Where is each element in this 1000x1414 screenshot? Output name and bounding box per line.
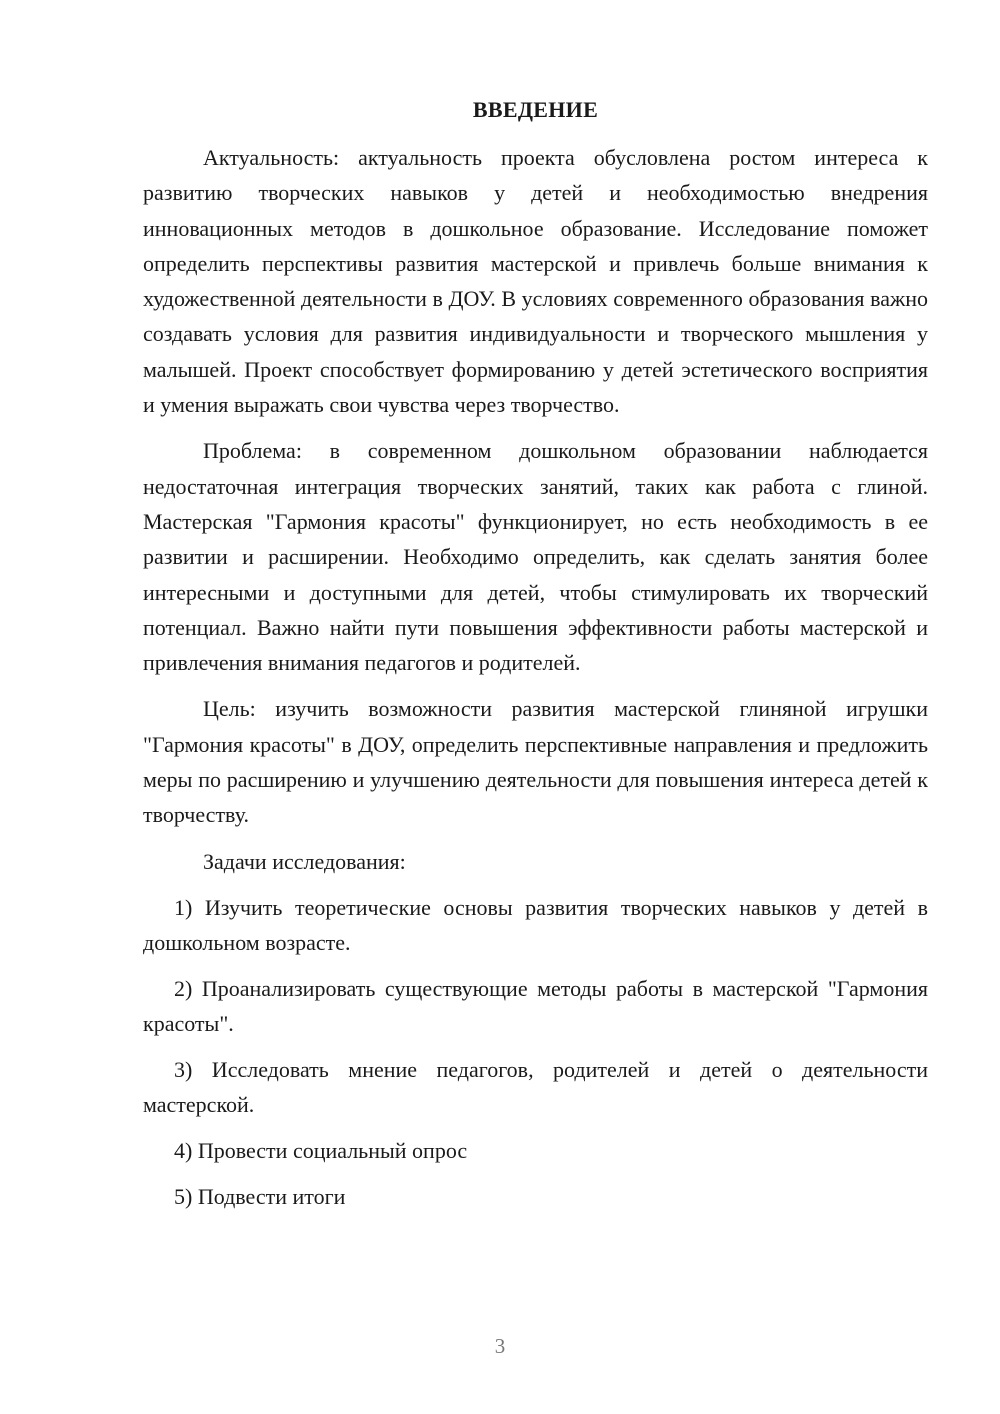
document-body [143,94,928,1225]
page-number: 3 [494,1334,506,1358]
paragraph-problem: Проблема: в современном дошкольном образовании наблюдается недостаточная интеграция творческих занятий, таких как работа с глиной. Мастерская "Гармония красоты" функционирует, но есть необходимость в ее развитии и расширении. Необходимо определить, как сделать занятия более интересными и доступными для детей, чтобы стимулировать их творческий потенциал. Важно найти пути повышения эффективности работы мастерской и привлечения внимания педагогов и родителей. [143,438,928,676]
task-item: 1) Изучить теоретические основы развития творческих навыков у детей в дошкольном возрасте. [143,894,928,956]
paragraph-relevance: Актуальность: актуальность проекта обусловлена ростом интереса к развитию творческих навыков у детей и необходимостью внедрения инновационных методов в дошкольное образование. Исследование поможет определить перспективы развития мастерской и привлечь больше внимания к художественной деятельности в ДОУ. В условиях современного образования важно создавать условия для развития индивидуальности и творческого мышления у малышей. Проект способствует формированию у детей эстетического восприятия и умения выражать свои чувства через творчество. [143,145,928,418]
paragraph-goal: Цель: изучить возможности развития мастерской глиняной игрушки "Гармония красоты" в ДОУ, определить перспективные направления и предложить меры по расширению и улучшению деятельности для повышения интереса детей к творчеству. [143,696,928,828]
tasks-list [143,890,928,1214]
task-item: 4) Провести социальный опрос [174,1138,468,1164]
task-item: 2) Проанализировать существующие методы работы в мастерской "Гармония красоты". [143,976,928,1037]
section-title: ВВЕДЕНИЕ [472,97,599,122]
paragraph-tasks-heading: Задачи исследования: [203,848,406,874]
task-item: 3) Исследовать мнение педагогов, родителей и детей о деятельности мастерской. [143,1057,928,1118]
task-item: 5) Подвести итоги [174,1184,346,1210]
